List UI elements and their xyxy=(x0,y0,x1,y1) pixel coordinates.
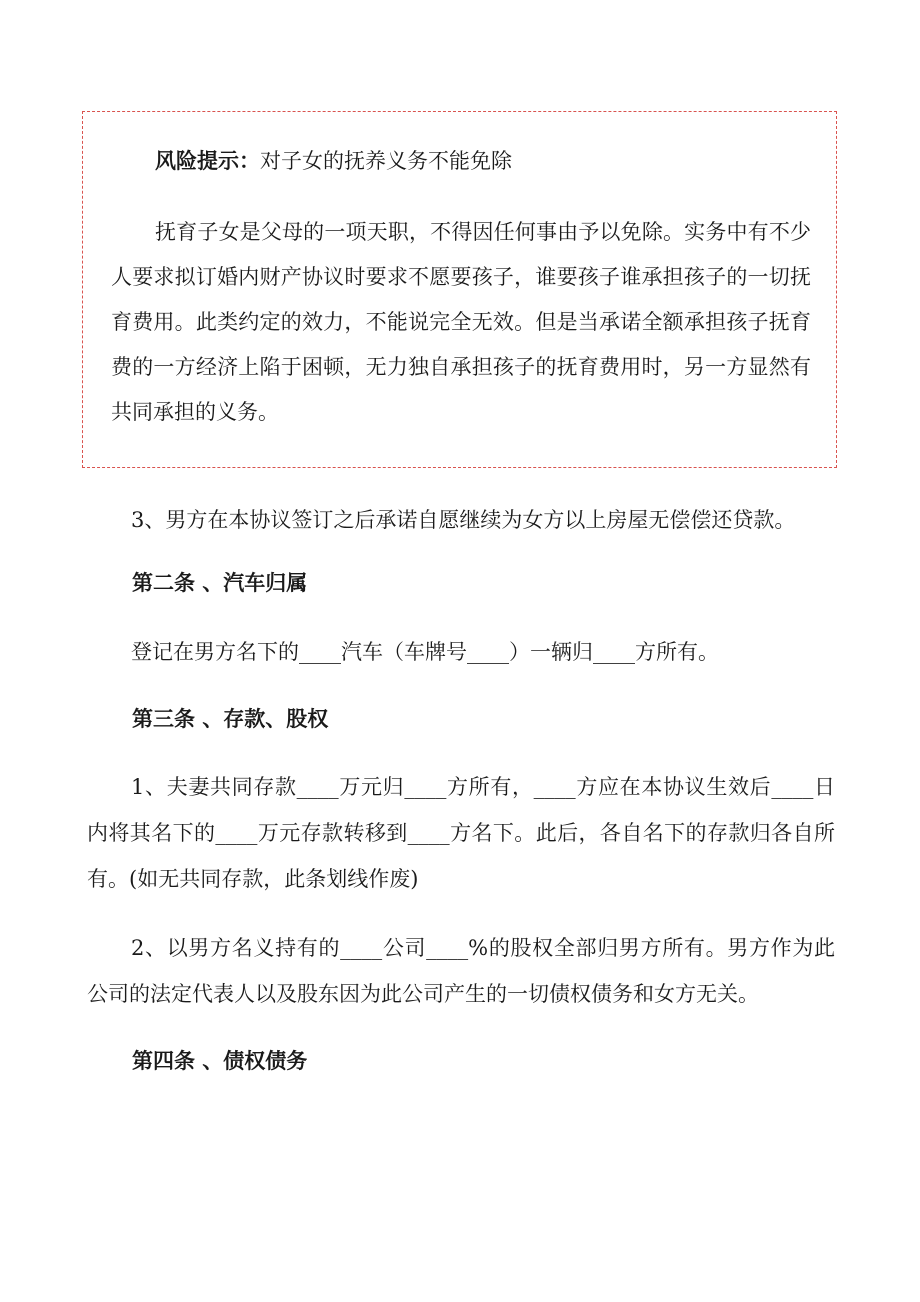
car-ownership-clause: 登记在男方名下的____汽车（车牌号____）一辆归____方所有。 xyxy=(131,640,719,664)
equity-clause: 2、以男方名义持有的____公司____%的股权全部归男方所有。男方作为此公司的法定代表人以及股东因为此公司产生的一切债权债务和女方无关。 xyxy=(87,936,835,1006)
article-3-heading: 第三条 、存款、股权 xyxy=(132,707,329,731)
risk-warning-label: 风险提示： xyxy=(155,149,260,173)
risk-warning-heading-text: 对子女的抚养义务不能免除 xyxy=(260,149,512,173)
joint-deposit-clause: 1、夫妻共同存款____万元归____方所有，____方应在本协议生效后____日内将其名下的____万元存款转移到____方名下。此后，各自名下的存款归各自所有。(如无共同存款，此条划线作废) xyxy=(87,775,835,891)
risk-warning-box xyxy=(82,111,837,468)
risk-warning-body: 抚育子女是父母的一项天职，不得因任何事由予以免除。实务中有不少人要求拟订婚内财产协议时要求不愿要孩子，谁要孩子谁承担孩子的一切抚育费用。此类约定的效力，不能说完全无效。但是当承诺全额承担孩子抚育费的一方经济上陷于困顿，无力独自承担孩子的抚育费用时，另一方显然有共同承担的义务。 xyxy=(111,220,811,424)
risk-warning-title xyxy=(155,146,512,176)
loan-repayment-clause: 3、男方在本协议签订之后承诺自愿继续为女方以上房屋无偿偿还贷款。 xyxy=(131,508,796,532)
article-2-heading: 第二条 、汽车归属 xyxy=(132,571,308,595)
article-4-heading: 第四条 、债权债务 xyxy=(132,1049,308,1073)
